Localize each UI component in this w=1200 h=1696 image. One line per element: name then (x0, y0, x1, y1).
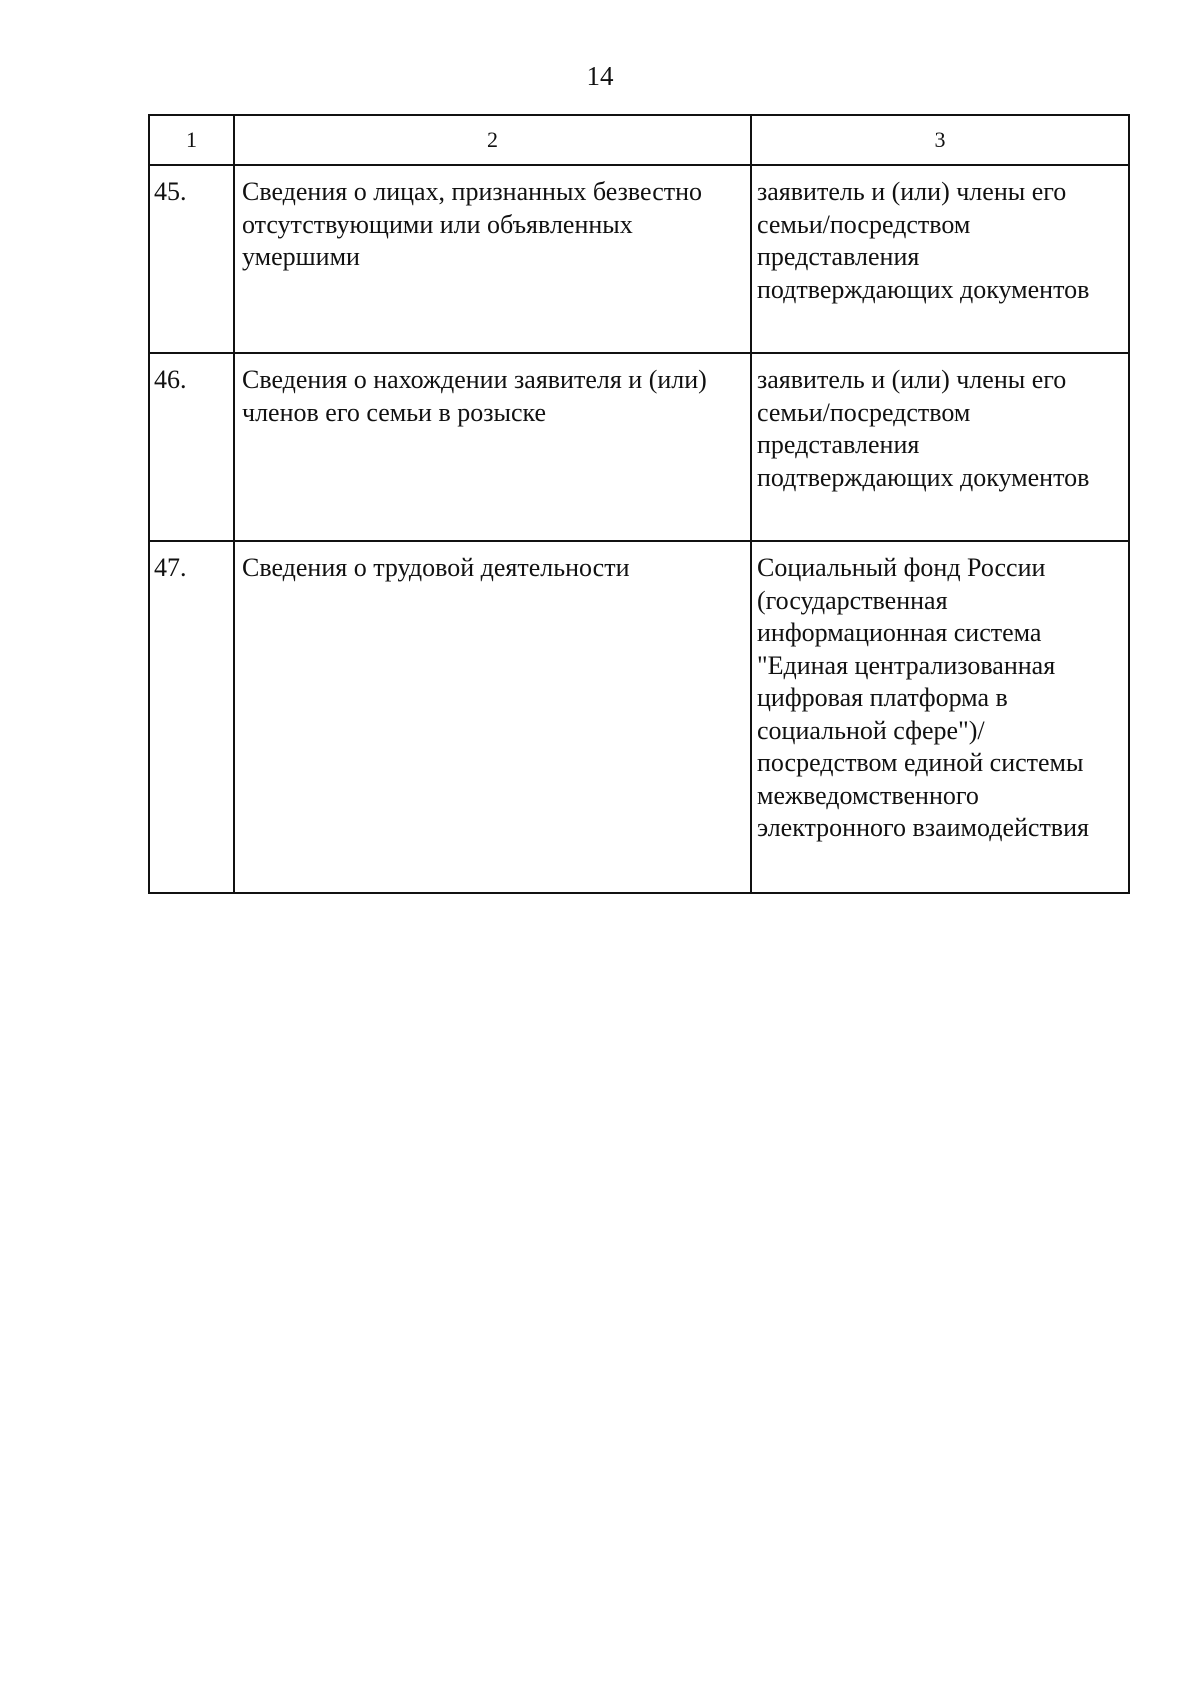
column-header-3: 3 (751, 115, 1129, 165)
info-text: Сведения о лицах, признанных безвестно отсутствующими или объявленных умершими (242, 177, 703, 271)
info-text: Сведения о трудовой деятельности (242, 553, 630, 582)
source-text: Социальный фонд России (государственная информационная система "Единая централизованная цифровая платформа в социальной сфере")/посредством единой системы межведомственного электронного взаимодействия (757, 553, 1089, 842)
info-cell (234, 165, 751, 353)
source-text: заявитель и (или) члены его семьи/посредством представления подтверждающих документов (757, 365, 1090, 492)
info-text: Сведения о нахождении заявителя и (или) членов его семьи в розыске (242, 365, 707, 427)
source-cell (751, 165, 1129, 353)
table-row (149, 353, 1129, 541)
info-cell (234, 541, 751, 893)
column-header-1: 1 (149, 115, 234, 165)
info-cell (234, 353, 751, 541)
row-number: 46. (154, 365, 187, 394)
row-number: 45. (154, 177, 187, 206)
row-number: 47. (154, 553, 187, 582)
table-row (149, 541, 1129, 893)
table-row (149, 165, 1129, 353)
source-cell (751, 353, 1129, 541)
row-number-cell (149, 353, 234, 541)
data-table (148, 114, 1130, 894)
page-number: 14 (586, 61, 614, 91)
row-number-cell (149, 165, 234, 353)
table-header-row (149, 115, 1129, 165)
source-text: заявитель и (или) члены его семьи/посредством представления подтверждающих документов (757, 177, 1090, 304)
source-cell (751, 541, 1129, 893)
column-header-2: 2 (234, 115, 751, 165)
row-number-cell (149, 541, 234, 893)
